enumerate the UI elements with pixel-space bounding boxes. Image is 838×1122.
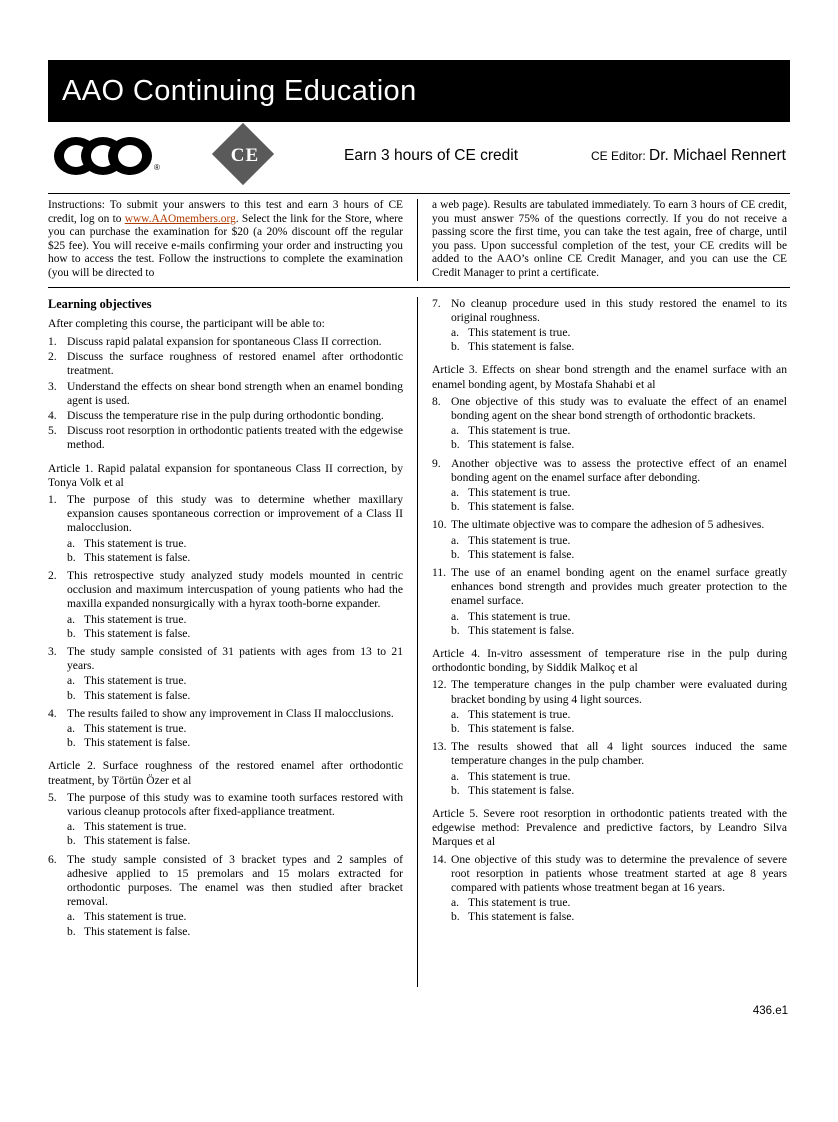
answer-option[interactable] [67,722,403,736]
answer-text: This statement is true. [84,536,187,550]
question-number: 10. [432,518,447,532]
question-text: The results failed to show any improvement in Class II malocclusions. [67,706,394,720]
instructions-left-column [48,199,418,281]
divider-top [48,193,790,194]
answer-letter: a. [67,536,76,550]
question-number: 1. [48,493,57,506]
earn-credit-text: Earn 3 hours of CE credit [344,147,519,164]
question-item [48,853,403,910]
answer-option[interactable] [67,820,403,834]
item-text: Discuss the surface roughness of restored enamel after orthodontic treatment. [67,350,403,378]
answer-letter: b. [451,500,460,514]
article-heading: Article 1. Rapid palatal expansion for spontaneous Class II correction, by Tonya Volk et al [48,461,403,489]
quiz-left-column [48,297,418,987]
answer-text: This statement is true. [468,609,571,623]
question-list [48,493,403,750]
answer-option[interactable] [451,770,787,784]
learning-objective-item [48,350,403,378]
answer-letter: b. [451,722,460,736]
question-text: The ultimate objective was to compare the adhesion of 5 adhesives. [451,518,765,532]
answer-text: This statement is false. [468,783,575,797]
answer-options [432,534,787,562]
item-number: 5. [48,424,57,438]
question-number: 8. [432,394,441,408]
question-item [432,457,787,485]
answer-options [48,613,403,641]
answer-text: This statement is true. [84,674,187,688]
learning-objective-item [48,424,403,452]
answer-letter: b. [451,910,460,924]
answer-letter: a. [451,325,460,339]
question-number: 4. [48,706,57,720]
answer-text: This statement is false. [84,688,191,702]
answer-options [432,486,787,514]
answer-letter: a. [67,612,76,626]
article-heading: Article 5. Severe root resorption in orthodontic patients treated with the edgewise method: Prevalence and predictive factors, by Leandro Silva Marques et al [432,807,787,849]
answer-text: This statement is false. [468,722,575,736]
answer-text: This statement is true. [84,910,187,924]
left-articles [48,462,403,939]
question-text: The purpose of this study was to determine whether maxillary expansion causes spontaneous correction or improvement of a Class II malocclusion. [67,493,403,535]
answer-text: This statement is false. [468,547,575,561]
page-number: 436.e1 [752,1004,788,1017]
answer-option[interactable] [451,722,787,736]
answer-option[interactable] [451,486,787,500]
learning-objectives-heading: Learning objectives [48,296,152,311]
question-number: 7. [432,296,441,310]
answer-options [432,424,787,452]
question-text: The use of an enamel bonding agent on the enamel surface greatly enhances bond strength and provides much greater protection to the enamel surface. [451,566,787,608]
instructions-left-post: . Select the link for the Store, where you can purchase the examination for $20 (a 20% discount off the regular $25 fee). You will receive e-mails confirming your order and instructing you how to access the test. Follow the instructions to complete the examination (you will be directed to [48,212,403,279]
question-text: One objective of this study was to evaluate the effect of an enamel bonding agent on the shear bond strength of orthodontic brackets. [451,394,787,422]
answer-option[interactable] [451,610,787,624]
item-text: Discuss the temperature rise in the pulp during orthodontic bonding. [67,408,384,422]
answer-letter: a. [67,722,76,736]
answer-options [48,820,403,848]
answer-letter: a. [451,609,460,623]
page-content [48,60,790,1017]
item-text: Discuss root resorption in orthodontic patients treated with the edgewise method. [67,424,403,452]
answer-text: This statement is false. [468,438,575,452]
answer-text: This statement is false. [84,834,191,848]
question-text: The study sample consisted of 3 bracket types and 2 samples of adhesive applied to 15 premolars and 15 molars extracted for orthodontic purposes. The enamel was then studied after bracket removal. [67,852,403,909]
learning-objective-item [48,409,403,423]
article-heading: Article 3. Effects on shear bond strength and the enamel surface with an enamel bonding agent, by Mostafa Shahabi et al [432,363,787,391]
ce-editor-name: Dr. Michael Rennert [649,147,786,164]
answer-letter: b. [451,547,460,561]
answer-options [48,674,403,702]
answer-letter: b. [67,550,76,564]
question-text: This retrospective study analyzed study models mounted in centric occlusion and maximum intercuspation of young patients who had the maxilla expanded nonsurgically with a hyrax tooth-borne expander. [67,569,403,611]
answer-text: This statement is false. [468,623,575,637]
answer-letter: b. [67,834,76,848]
answer-options [432,708,787,736]
answer-letter: b. [67,626,76,640]
answer-letter: b. [67,688,76,702]
answer-letter: a. [451,896,460,910]
question-item [432,853,787,896]
answer-option[interactable] [451,534,787,548]
question-item [432,297,787,325]
question-number: 2. [48,569,57,583]
question-text: The purpose of this study was to examine tooth surfaces restored with various cleanup protocols after fixed-appliance treatment. [67,790,403,819]
divider-bottom [48,287,790,288]
question-list [48,791,403,939]
answer-text: This statement is false. [468,910,575,924]
item-number: 3. [48,379,57,393]
question-item [432,678,787,706]
aao-logo-icon [54,133,166,179]
question-item [432,395,787,423]
answer-option[interactable] [67,689,403,703]
question-text: Another objective was to assess the protective effect of an enamel bonding agent on the enamel surface after debonding. [451,456,787,484]
question-number: 11. [432,566,447,580]
quiz-right-column [418,297,787,987]
answer-text: This statement is true. [468,424,571,438]
header-logo-row [48,125,790,187]
answer-option[interactable] [451,910,787,924]
question-text: The study sample consisted of 31 patients with ages from 13 to 21 years. [67,645,403,673]
answer-options [48,722,403,750]
answer-option[interactable] [451,438,787,452]
question-item [432,566,787,609]
answer-letter: a. [451,424,460,438]
answer-text: This statement is false. [468,340,575,354]
item-number: 4. [48,408,57,422]
answer-text: This statement is true. [84,612,187,626]
answer-letter: a. [67,820,76,834]
instructions-left-pre: Instructions: To submit your answers to this test and earn 3 hours of CE credit, log on to [48,199,403,225]
answer-text: This statement is true. [468,769,571,783]
learning-objectives-list [48,335,403,453]
answer-option[interactable] [451,424,787,438]
question-item [432,518,787,532]
question-item [48,791,403,819]
answer-option[interactable] [67,910,403,924]
answer-option[interactable] [451,708,787,722]
question-number: 9. [432,456,441,470]
question-list [432,395,787,638]
answer-text: This statement is true. [84,722,187,736]
ce-editor-label: CE Editor: [590,149,646,163]
answer-option[interactable] [67,613,403,627]
question-text: The results showed that all 4 light sources induced the same temperature changes in the pulp chamber. [451,740,787,768]
answer-option[interactable] [67,834,403,848]
question-number: 3. [48,645,57,659]
answer-text: This statement is true. [468,486,571,499]
answer-text: This statement is false. [84,626,191,640]
learning-objective-item [48,380,403,408]
item-number: 1. [48,334,57,348]
answer-text: This statement is true. [468,325,571,339]
answer-option[interactable] [67,674,403,688]
right-articles [432,297,787,925]
question-number: 14. [432,852,447,866]
aao-members-link[interactable]: www.AAOmembers.org [124,212,236,225]
answer-letter: b. [451,783,460,797]
answer-text: This statement is false. [84,550,191,564]
registered-mark: ® [154,163,160,172]
answer-letter: a. [451,769,460,783]
question-number: 12. [432,678,447,692]
answer-option[interactable] [67,925,403,939]
question-number: 5. [48,790,57,804]
instructions-right-column: a web page). Results are tabulated immediately. To earn 3 hours of CE credit, you must answer 75% of the questions correctly. If you do not receive a passing score the first time, you can take the test again, free of charge, until you pass. Upon successful completion of the test, your CE credits will be added to the AAO’s online CE Credit Manager, and you can use the CE Credit Manager to print a certificate. [432,199,787,279]
page-title: AAO Continuing Education [62,74,417,107]
answer-letter: b. [451,623,460,637]
answer-options [432,610,787,638]
answer-option[interactable] [451,340,787,354]
question-number: 6. [48,852,57,866]
ce-editor-line [591,147,790,165]
question-item [48,493,403,536]
answer-letter: a. [451,533,460,547]
ce-badge-label: CE [230,145,260,166]
question-item [48,645,403,673]
question-list [432,853,787,925]
question-text: No cleanup procedure used in this study restored the enamel to its original roughness. [451,296,787,324]
answer-option[interactable] [67,551,403,565]
question-item [432,740,787,768]
answer-options [432,326,787,354]
ce-diamond-icon [214,125,276,187]
answer-option[interactable] [451,784,787,798]
instructions-block [48,199,790,287]
answer-letter: b. [67,924,76,938]
article-heading: Article 4. In-vitro assessment of temperature rise in the pulp during orthodontic bonding, by Siddik Malkoç et al [432,647,787,675]
answer-letter: b. [451,438,460,452]
question-list [432,297,787,355]
item-number: 2. [48,350,57,364]
answer-option[interactable] [451,624,787,638]
answer-options [48,910,403,938]
learning-objectives-intro: After completing this course, the participant will be able to: [48,316,325,330]
answer-text: This statement is false. [84,736,191,750]
answer-text: This statement is false. [468,500,575,514]
answer-option[interactable] [451,500,787,514]
learning-objective-item [48,335,403,349]
item-text: Discuss rapid palatal expansion for spontaneous Class II correction. [67,334,382,348]
answer-option[interactable] [67,736,403,750]
article-heading: Article 2. Surface roughness of the restored enamel after orthodontic treatment, by Törtün Özer et al [48,759,403,787]
answer-options [432,896,787,924]
answer-option[interactable] [451,326,787,340]
masthead-banner [48,60,790,122]
answer-letter: a. [451,707,460,721]
question-text: One objective of this study was to determine the prevalence of severe root resorption in patients whose treatment started at age 8 years compared with patients whose treatment began at 16 years. [451,852,787,895]
question-item [48,707,403,721]
answer-options [432,770,787,798]
question-text: The temperature changes in the pulp chamber were evaluated during bracket bonding by using 4 light sources. [451,678,787,706]
answer-options [48,537,403,565]
answer-text: This statement is true. [468,707,571,721]
question-item [48,569,403,612]
item-text: Understand the effects on shear bond strength when an enamel bonding agent is used. [67,379,403,407]
answer-letter: a. [451,486,460,499]
answer-letter: a. [67,674,76,688]
answer-option[interactable] [451,896,787,910]
quiz-body [48,297,790,987]
answer-letter: b. [451,340,460,354]
question-number: 13. [432,740,447,754]
answer-text: This statement is false. [84,924,191,938]
answer-option[interactable] [67,537,403,551]
answer-letter: a. [67,910,76,924]
answer-option[interactable] [67,627,403,641]
answer-text: This statement is true. [84,820,187,834]
answer-text: This statement is true. [468,533,571,547]
answer-letter: b. [67,736,76,750]
answer-text: This statement is true. [468,896,571,910]
answer-option[interactable] [451,548,787,562]
question-list [432,678,787,798]
